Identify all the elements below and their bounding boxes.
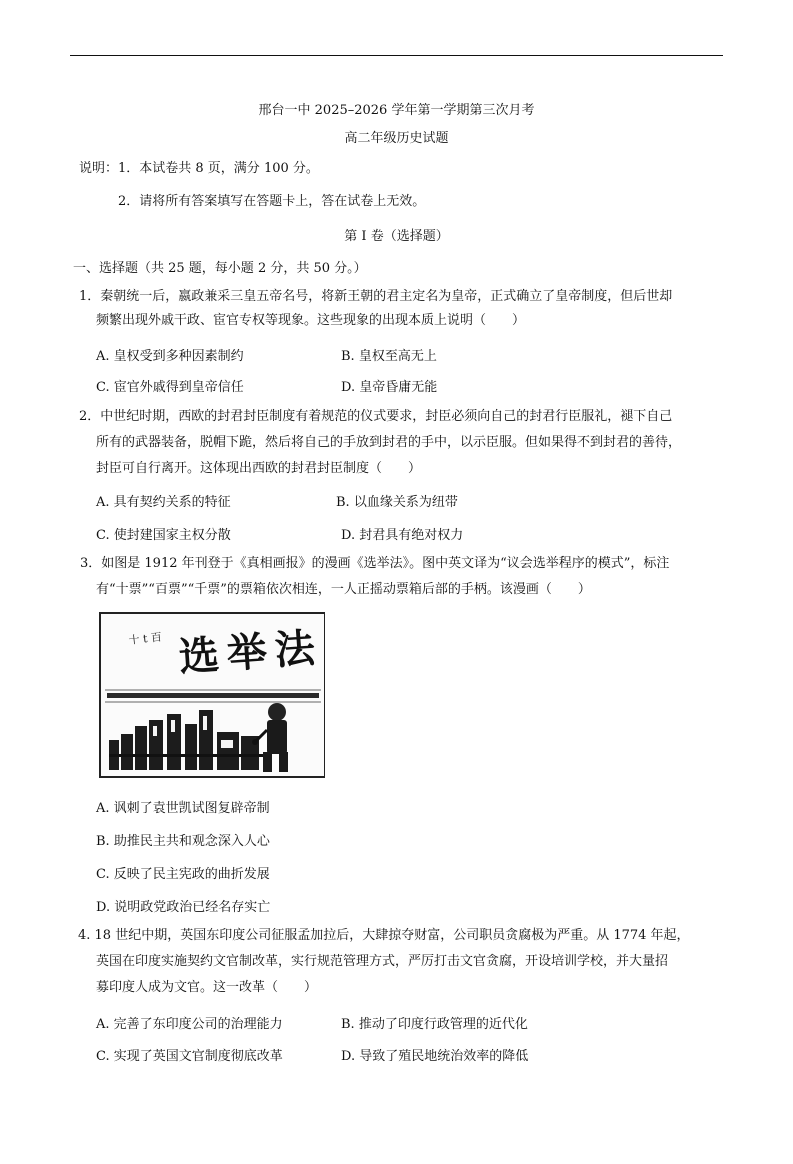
question-4-option-b: B. 推动了印度行政管理的近代化 xyxy=(341,1017,528,1032)
cartoon-illustration xyxy=(101,614,325,778)
question-3-line: 有“十票”“百票”“千票”的票箱依次相连，一人正摇动票箱后部的手柄。该漫画（ ） xyxy=(96,582,591,597)
exam-subtitle: 高二年级历史试题 xyxy=(344,131,449,146)
cartoon-figure xyxy=(99,612,325,778)
notes-label: 说明： xyxy=(79,161,119,176)
question-1-option-d: D. 皇帝昏庸无能 xyxy=(341,380,438,395)
question-2-option-d: D. 封君具有绝对权力 xyxy=(341,528,464,543)
part-heading: 一、选择题（共 25 题，每小题 2 分，共 50 分。） xyxy=(73,261,367,276)
question-3-option-a: A. 讽刺了袁世凯试图复辟帝制 xyxy=(96,801,270,816)
question-1-line: 1．秦朝统一后，嬴政兼采三皇五帝名号，将新王朝的君主定名为皇帝，正式确立了皇帝制度，但后世却 xyxy=(79,289,673,304)
question-2-option-a: A. 具有契约关系的特征 xyxy=(96,495,231,510)
section-title: 第 I 卷（选择题） xyxy=(344,229,449,244)
question-1-line: 频繁出现外戚干政、宦官专权等现象。这些现象的出现本质上说明（ ） xyxy=(96,313,526,328)
question-2-option-b: B. 以血缘关系为纽带 xyxy=(336,495,458,510)
question-3-option-b: B. 助推民主共和观念深入人心 xyxy=(96,834,270,849)
question-1-option-c: C. 宦官外戚得到皇帝信任 xyxy=(96,380,244,395)
question-1-option-b: B. 皇权至高无上 xyxy=(341,349,437,364)
question-1-option-a: A. 皇权受到多种因素制约 xyxy=(96,349,244,364)
note-item: 1．本试卷共 8 页，满分 100 分。 xyxy=(118,161,319,176)
question-2-line: 封臣可自行离开。这体现出西欧的封君封臣制度（ ） xyxy=(96,461,422,476)
question-4-option-a: A. 完善了东印度公司的治理能力 xyxy=(96,1017,283,1032)
question-3-option-d: D. 说明政党政治已经名存实亡 xyxy=(96,900,271,915)
question-3-option-c: C. 反映了民主宪政的曲折发展 xyxy=(96,867,270,882)
question-4-line: 募印度人成为文官。这一改革（ ） xyxy=(96,980,318,995)
question-4-line: 英国在印度实施契约文官制改革，实行规范管理方式，严厉打击文官贪腐，开设培训学校，并大量招 xyxy=(96,954,669,969)
top-rule xyxy=(70,55,723,56)
exam-title: 邢台一中 2025–2026 学年第一学期第三次月考 xyxy=(258,103,535,118)
question-2-option-c: C. 使封建国家主权分散 xyxy=(96,528,231,543)
note-item: 2．请将所有答案填写在答题卡上，答在试卷上无效。 xyxy=(118,194,426,209)
question-2-line: 2．中世纪时期，西欧的封君封臣制度有着规范的仪式要求，封臣必须向自己的封君行臣服礼，褪下自己 xyxy=(79,409,673,424)
cartoon-title: 选举法 xyxy=(177,624,325,681)
question-3-line: 3．如图是 1912 年刊登于《真相画报》的漫画《选举法》。图中英文译为“议会选举程序的模式”，标注 xyxy=(80,556,670,571)
question-4-option-d: D. 导致了殖民地统治效率的降低 xyxy=(341,1049,529,1064)
question-2-line: 所有的武器装备，脱帽下跪，然后将自己的手放到封君的手中，以示臣服。但如果得不到封君的善待， xyxy=(96,435,682,450)
question-4-option-c: C. 实现了英国文官制度彻底改革 xyxy=(96,1049,283,1064)
svg-text:十 t 百: 十 t 百 xyxy=(127,630,163,647)
question-4-line: 4. 18 世纪中期，英国东印度公司征服孟加拉后，大肆掠夺财富，公司职员贪腐极为严重。从 1774 年起， xyxy=(78,928,690,943)
